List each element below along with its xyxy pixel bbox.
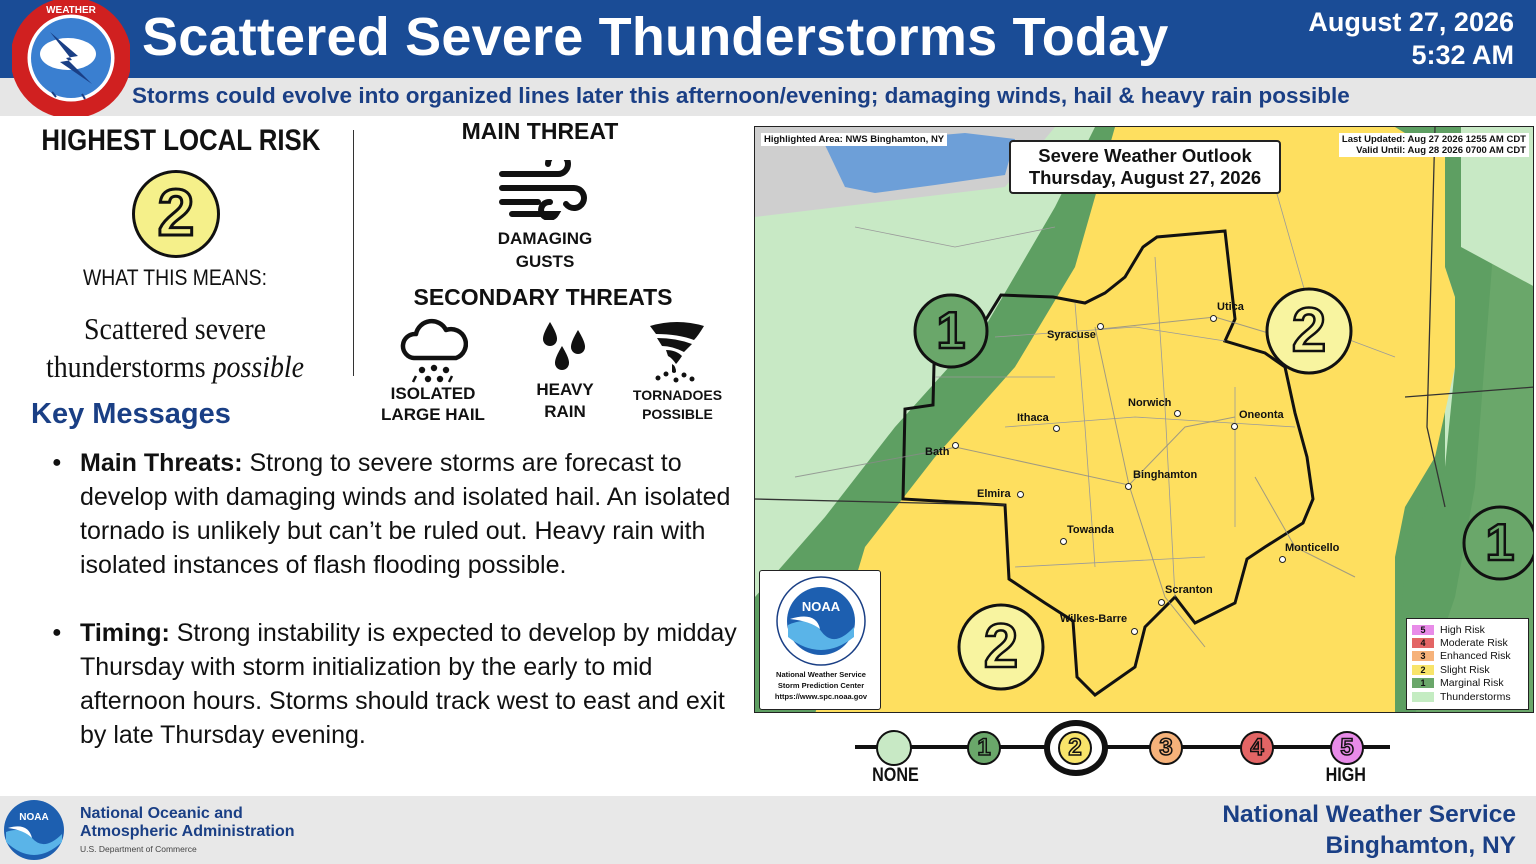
hail-icon (400, 318, 468, 384)
noaa-dept: U.S. Department of Commerce (80, 844, 197, 854)
scale-num-4: 4 (1250, 734, 1264, 761)
city-dot (1125, 483, 1132, 490)
rain-drops-icon (540, 320, 590, 370)
map-title-line-2: Thursday, August 27, 2026 (1028, 167, 1262, 188)
risk-title: HIGHEST LOCAL RISK (41, 124, 321, 157)
issued-date: August 27, 2026 (1308, 7, 1514, 37)
noaa-logo-text: NOAA (801, 599, 841, 614)
hail-label-2: LARGE HAIL (381, 405, 485, 424)
spc-text (760, 669, 882, 702)
legend-thunderstorms (1412, 690, 1523, 703)
noaa-name-line-1: National Oceanic and (80, 805, 243, 822)
scale-label-none: NONE (872, 765, 919, 786)
city-dot (1158, 599, 1165, 606)
main-threat-label-2: GUSTS (515, 252, 575, 271)
city-dot (1053, 425, 1060, 432)
key-messages-title: Key Messages (31, 398, 231, 430)
legend-high (1412, 623, 1523, 636)
city-dot (952, 442, 959, 449)
valid-until: Valid Until: Aug 28 2026 0700 AM CDT (1356, 145, 1526, 156)
svg-text:WEATHER: WEATHER (46, 5, 96, 16)
map-risk-label-slight-south: 2 (983, 612, 1019, 681)
legend-swatch: 4 (1412, 638, 1434, 648)
spc-url[interactable]: https://www.spc.noaa.gov (774, 692, 868, 701)
highlighted-area-note: Highlighted Area: NWS Binghamton, NY (761, 133, 947, 146)
city-monticello: Monticello (1285, 542, 1340, 554)
vertical-divider (353, 130, 354, 376)
legend-label: Slight Risk (1440, 663, 1490, 676)
legend-moderate (1412, 636, 1523, 649)
last-updated: Last Updated: Aug 27 2026 1255 AM CDT (1341, 134, 1526, 145)
spc-line-1: National Weather Service (776, 670, 866, 679)
subtitle: Storms could evolve into organized lines later this afternoon/evening; damaging winds, hail & heavy rain possible (132, 83, 1350, 108)
rain-label (520, 379, 610, 423)
city-elmira: Elmira (977, 488, 1011, 500)
city-wilkes-barre: Wilkes-Barre (1060, 613, 1128, 625)
city-dot (1210, 315, 1217, 322)
key-message-text: Strong to severe storms are forecast to develop with damaging winds and isolated hail. An isolated tornado is unlikely but can’t be ruled out. Heavy rain with isolated instances of flash flooding possible. (80, 449, 731, 579)
legend-swatch: 5 (1412, 625, 1434, 635)
key-message-text: Strong instability is expected to develop by midday Thursday with storm initialization by the early to mid afternoon hours. Storms should track west to east and exit by late Thursday evening. (80, 619, 737, 749)
city-binghamton: Binghamton (1133, 469, 1198, 481)
main-threat-label-1: DAMAGING (497, 229, 593, 248)
map-risk-label-marginal-west: 1 (936, 302, 966, 360)
page-title: Scattered Severe Thunderstorms Today (142, 7, 1169, 67)
legend-label: Thunderstorms (1440, 690, 1511, 703)
map-legend (1406, 618, 1529, 710)
city-dot (1060, 538, 1067, 545)
map-risk-label-marginal-east: 1 (1485, 514, 1515, 572)
means-line-2 (27, 348, 324, 386)
city-scranton: Scranton (1165, 584, 1213, 596)
rain-label-1: HEAVY (536, 380, 594, 399)
outlook-map (754, 126, 1534, 713)
key-message-heading: Main Threats: (80, 449, 243, 477)
issued-datetime (1308, 6, 1514, 72)
city-dot (1231, 423, 1238, 430)
city-dot (1097, 323, 1104, 330)
key-messages-list (52, 446, 742, 752)
scale-num-2: 2 (1068, 734, 1082, 761)
city-dot (1017, 491, 1024, 498)
spc-logo-box (759, 570, 881, 710)
city-norwich: Norwich (1128, 397, 1172, 409)
legend-enhanced (1412, 650, 1523, 663)
legend-label: High Risk (1440, 623, 1485, 636)
tornado-label-1: TORNADOES (632, 387, 723, 403)
nws-office-line-2: Binghamton, NY (1325, 832, 1516, 859)
scale-label-high: HIGH (1325, 765, 1366, 786)
map-timestamps (1339, 133, 1529, 157)
legend-slight (1412, 663, 1523, 676)
map-title-line-1: Severe Weather Outlook (1038, 145, 1252, 166)
wind-icon (498, 160, 592, 220)
nws-office (1222, 799, 1516, 861)
scale-num-5: 5 (1340, 734, 1354, 761)
map-title (1009, 140, 1281, 194)
tornado-label-2: POSSIBLE (642, 406, 713, 422)
key-message-heading: Timing: (80, 619, 170, 647)
noaa-name (80, 805, 295, 841)
means-line-2a: thunderstorms (45, 349, 213, 384)
nws-logo-icon (12, 0, 130, 116)
city-syracuse: Syracuse (1047, 329, 1096, 341)
key-message-timing (52, 616, 742, 752)
risk-level-number: 2 (157, 175, 195, 249)
main-threat-header: MAIN THREAT (461, 118, 619, 144)
legend-label: Enhanced Risk (1440, 650, 1511, 663)
legend-swatch (1412, 692, 1434, 702)
city-dot (1174, 410, 1181, 417)
city-dot (1279, 556, 1286, 563)
nws-office-line-1: National Weather Service (1222, 801, 1516, 828)
city-bath: Bath (925, 446, 950, 458)
city-utica: Utica (1217, 301, 1244, 313)
legend-label: Moderate Risk (1440, 637, 1508, 650)
risk-scale-line (855, 745, 1390, 749)
secondary-threats-header: SECONDARY THREATS (413, 284, 673, 310)
means-line-1: Scattered severe (83, 311, 267, 346)
key-message-main-threats (52, 446, 742, 582)
scale-num-1: 1 (977, 734, 991, 761)
scale-num-3: 3 (1159, 734, 1173, 761)
scale-level-none (876, 730, 912, 766)
noaa-name-line-2: Atmospheric Administration (80, 823, 295, 840)
spc-line-2: Storm Prediction Center (777, 681, 865, 690)
means-label: WHAT THIS MEANS: (83, 265, 267, 290)
legend-marginal (1412, 677, 1523, 690)
noaa-footer-logo-text: NOAA (19, 812, 49, 823)
city-dot (1131, 628, 1138, 635)
noaa-footer-logo-icon (2, 798, 66, 862)
legend-swatch: 1 (1412, 678, 1434, 688)
issued-time: 5:32 AM (1411, 40, 1514, 70)
means-text (27, 310, 324, 386)
legend-swatch: 2 (1412, 665, 1434, 675)
map-risk-label-slight-east: 2 (1291, 296, 1327, 365)
means-line-2b: possible (212, 349, 305, 384)
legend-label: Marginal Risk (1440, 677, 1504, 690)
rain-label-2: RAIN (544, 402, 586, 421)
tornado-label (630, 386, 725, 424)
main-threat-label (475, 227, 615, 273)
noaa-logo-icon (760, 571, 882, 669)
city-oneonta: Oneonta (1239, 409, 1284, 421)
city-ithaca: Ithaca (1017, 412, 1049, 424)
tornado-icon (648, 320, 706, 384)
city-towanda: Towanda (1067, 524, 1114, 536)
hail-label-1: ISOLATED (390, 384, 476, 403)
legend-swatch: 3 (1412, 651, 1434, 661)
hail-label (378, 383, 488, 425)
